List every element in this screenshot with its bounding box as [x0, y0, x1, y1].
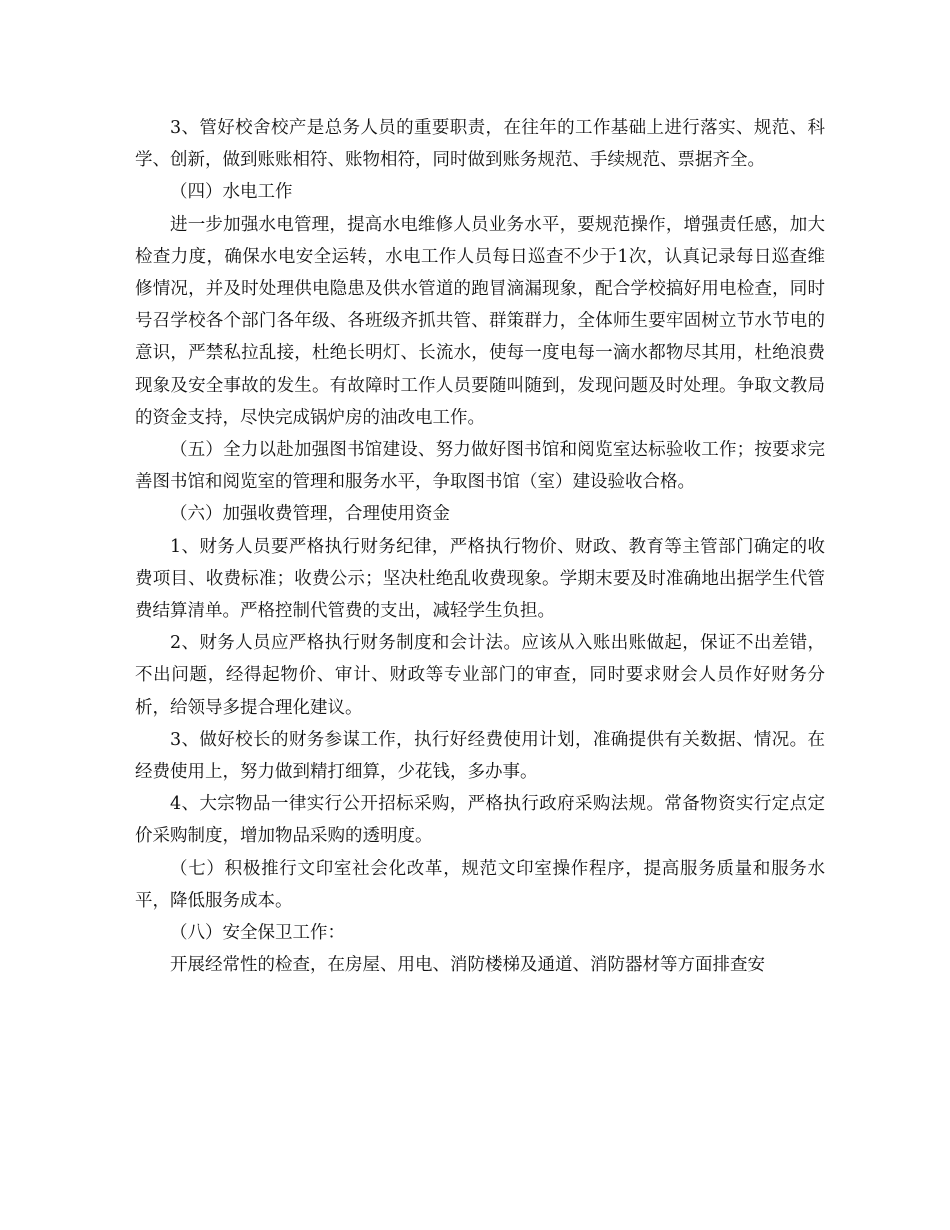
paragraph-water-electricity: 进一步加强水电管理，提高水电维修人员业务水平，要规范操作，增强责任感，加大检查力度，确保水电安全运转，水电工作人员每日巡查不少于1次，认真记录每日巡查维修情况，并及时处理供电隐患及供水管道的跑冒滴漏现象，配合学校搞好用电检查，同时号召学校各个部门各年级、各班级齐抓共管、群策群力，全体师生要牢固树立节水节电的意识，严禁私拉乱接，杜绝长明灯、长流水，使每一度电每一滴水都物尽其用，杜绝浪费现象及安全事故的发生。有故障时工作人员要随叫随到，发现问题及时处理。争取文教局的资金支持，尽快完成锅炉房的油改电工作。 [135, 214, 825, 428]
paragraph-assets-management: 3、管好校舍校产是总务人员的重要职责，在往年的工作基础上进行落实、规范、科学、创新，做到账账相符、账物相符，同时做到账务规范、手续规范、票据齐全。 [135, 118, 825, 171]
paragraph-fees-1: 1、财务人员要严格执行财务纪律，严格执行物价、财政、教育等主管部门确定的收费项目、收费标准；收费公示；坚决杜绝乱收费现象。学期末要及时准确地出据学生代管费结算清单。严格控制代管费的支出，减轻学生负担。 [135, 536, 825, 622]
paragraph-fees-2: 2、财务人员应严格执行财务制度和会计法。应该从入账出账做起，保证不出差错，不出问题，经得起物价、审计、财政等专业部门的审查，同时要求财会人员作好财务分析，给领导多提合理化建议。 [135, 633, 825, 718]
paragraph-fees-4: 4、大宗物品一律实行公开招标采购，严格执行政府采购法规。常备物资实行定点定价采购制度，增加物品采购的透明度。 [135, 794, 825, 847]
section-heading-water-electricity: （四）水电工作 [170, 182, 293, 203]
paragraph-printing-reform: （七）积极推行文印室社会化改革，规范文印室操作程序，提高服务质量和服务水平，降低服务成本。 [135, 858, 825, 911]
document-page [135, 112, 825, 981]
paragraph-security: 开展经常性的检查，在房屋、用电、消防楼梯及通道、消防器材等方面排查安 [170, 955, 765, 976]
paragraph-library: （五）全力以赴加强图书馆建设、努力做好图书馆和阅览室达标验收工作；按要求完善图书馆和阅览室的管理和服务水平，争取图书馆（室）建设验收合格。 [135, 440, 825, 493]
section-heading-security: （八）安全保卫工作： [170, 923, 345, 944]
paragraph-fees-3: 3、做好校长的财务参谋工作，执行好经费使用计划，准确提供有关数据、情况。在经费使用上，努力做到精打细算，少花钱，多办事。 [135, 729, 825, 783]
section-heading-fees: （六）加强收费管理，合理使用资金 [170, 504, 450, 525]
